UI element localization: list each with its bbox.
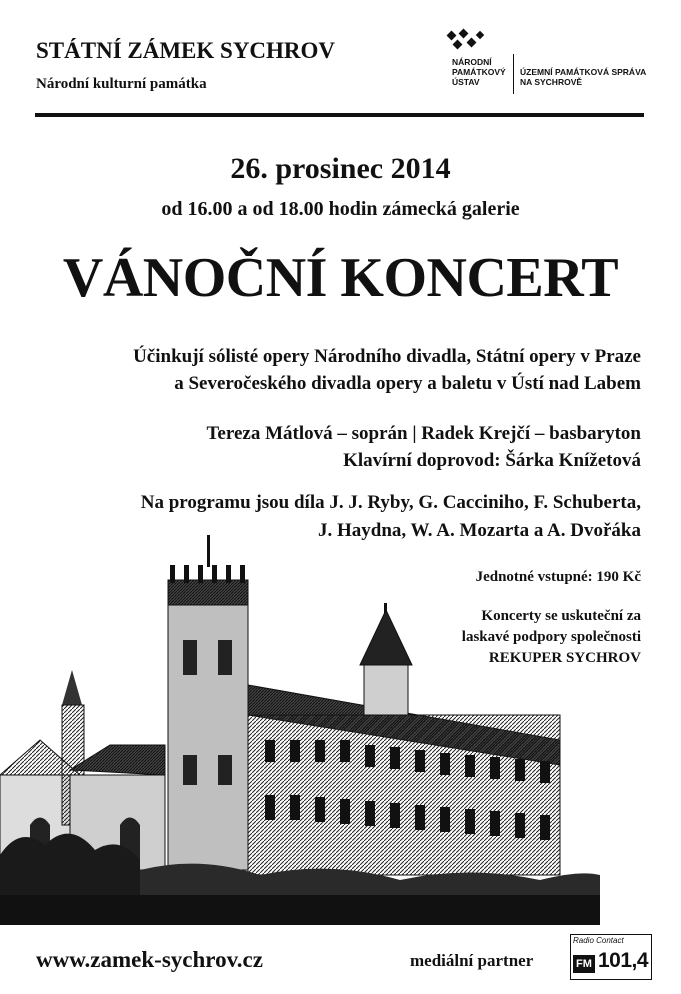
event-time: od 16.00 a od 18.00 hodin zámecká galerie	[161, 198, 520, 220]
logo-divider	[513, 54, 514, 94]
event-title: VÁNOČNÍ KONCERT	[62, 247, 619, 309]
program: Na programu jsou díla J. J. Ryby, G. Cacciniho, F. Schuberta, J. Haydna, W. A. Mozarta a A. Dvořáka	[140, 492, 641, 541]
castle-subtitle: Národní kulturní památka	[36, 76, 207, 92]
ups-logo-text: ÚZEMNÍ PAMÁTKOVÁ SPRÁVA NA SYCHROVĚ	[520, 67, 647, 87]
admission-price: Jednotné vstupné: 190 Kč	[475, 569, 641, 585]
event-date: 26. prosinec 2014	[230, 152, 451, 185]
performers: Účinkují sólisté opery Národního divadla, Státní opery v Praze a Severočeského divadla opery a baletu v Ústí nad Labem	[133, 346, 641, 394]
radio-logo: Radio Contact FM 101,4	[570, 934, 652, 980]
npu-logo-icon	[444, 28, 490, 54]
header-rule	[35, 113, 644, 117]
website-link[interactable]: www.zamek-sychrov.cz	[36, 947, 263, 972]
npu-logo-text: NÁRODNÍ PAMÁTKOVÝ ÚSTAV	[452, 57, 506, 87]
soloists: Tereza Mátlová – soprán | Radek Krejčí – basbaryton Klavírní doprovod: Šárka Knížetová	[206, 423, 641, 471]
castle-title: STÁTNÍ ZÁMEK SYCHROV	[36, 38, 336, 63]
media-partner-label: mediální partner	[410, 951, 534, 970]
sponsor-note: Koncerty se uskuteční za laskavé podpory společnosti REKUPER SYCHROV	[461, 608, 641, 666]
castle-illustration	[0, 525, 600, 925]
